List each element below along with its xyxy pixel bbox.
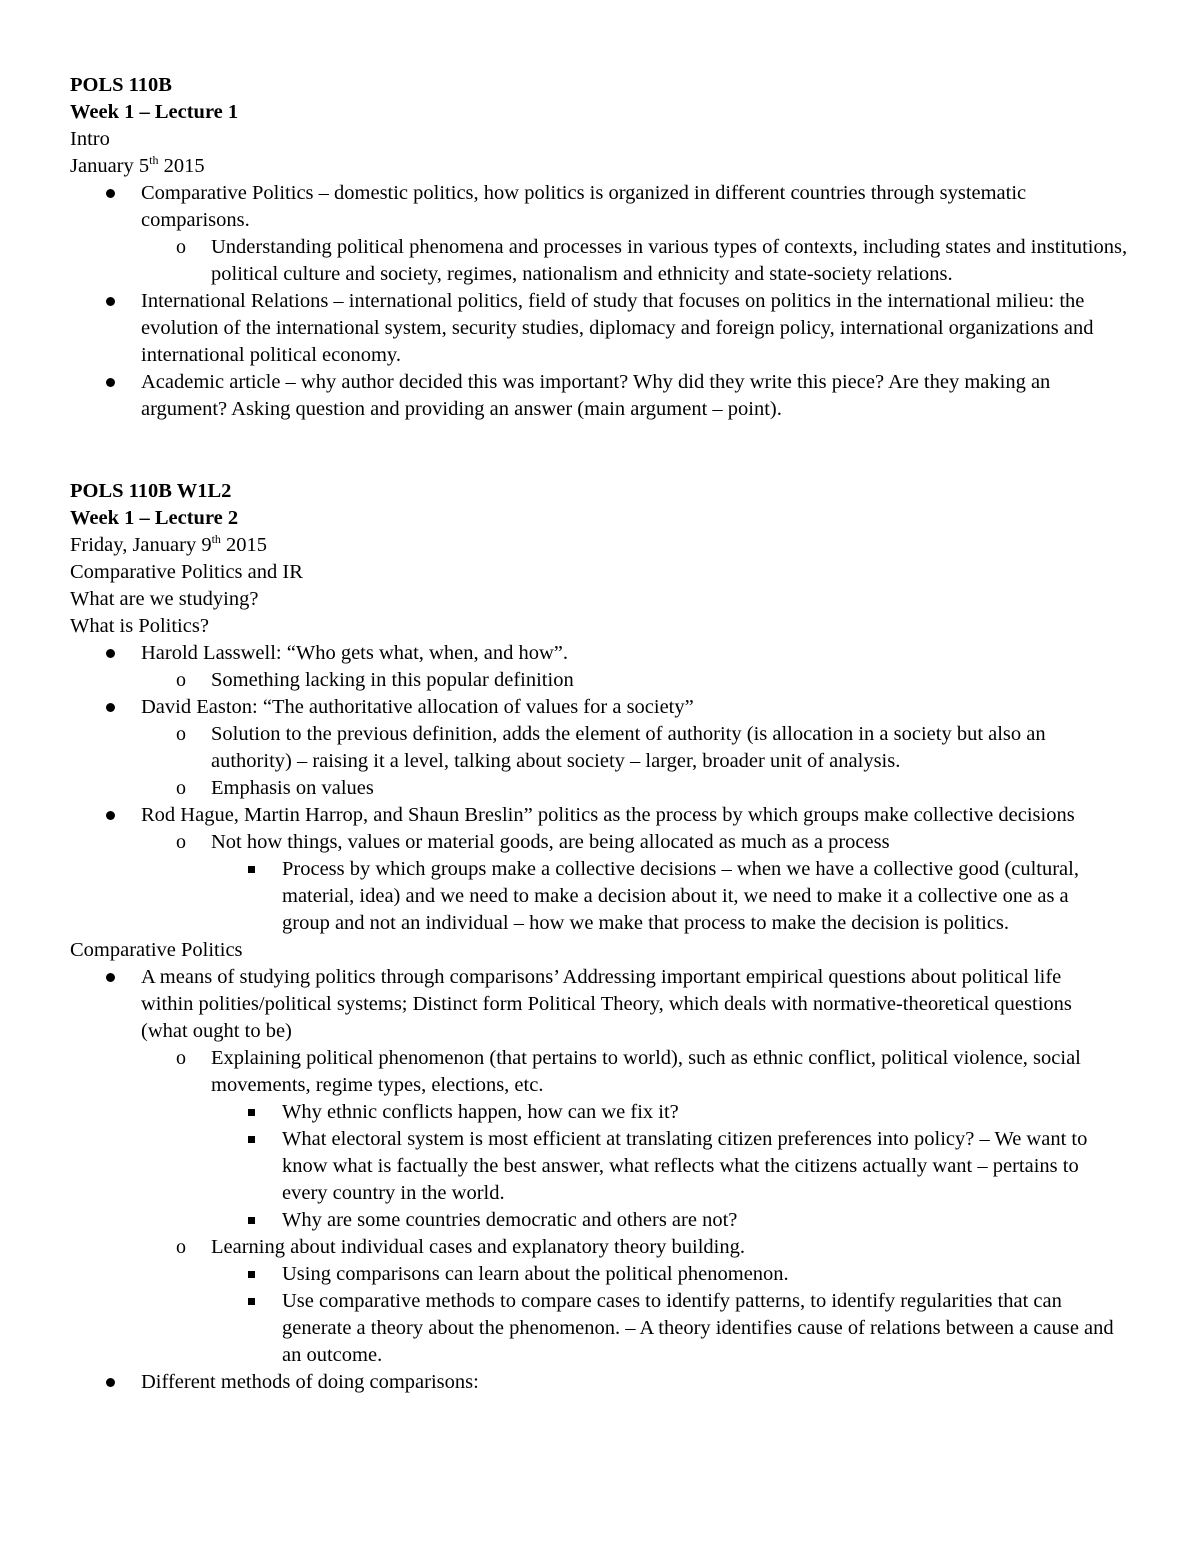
list-item: Using comparisons can learn about the political phenomenon. <box>70 1261 1150 1288</box>
list-item: A means of studying politics through comparisons’ Addressing important empirical questions about political life within polities/political systems; Distinct form Political Theory, which deals with normative-theoretical questions (what ought to be) <box>70 964 1150 1045</box>
list-item: Different methods of doing comparisons: <box>70 1369 1150 1396</box>
square-bullet-icon <box>248 1099 255 1116</box>
question-line: What is Politics? <box>70 615 209 637</box>
notes-list <box>70 180 1150 423</box>
bullet-icon <box>106 288 115 306</box>
lecture-2-notes <box>70 478 1150 1396</box>
section-heading: Comparative Politics <box>70 939 243 961</box>
square-bullet-icon <box>248 1126 255 1143</box>
bullet-icon <box>106 802 115 820</box>
date-line: Friday, January 9th 2015 <box>70 532 268 556</box>
bullet-icon <box>106 369 115 387</box>
notes-list <box>70 640 1150 937</box>
question-line: What are we studying? <box>70 588 259 610</box>
list-item: o Learning about individual cases and explanatory theory building. <box>70 1234 1150 1261</box>
notes-list <box>70 964 1150 1396</box>
list-item: o Explaining political phenomenon (that pertains to world), such as ethnic conflict, political violence, social movements, regime types, elections, etc. <box>176 1047 1081 1096</box>
lecture-1-notes <box>70 72 1150 423</box>
course-title: POLS 110B <box>70 74 172 96</box>
date-line: January 5th 2015 <box>70 153 205 177</box>
square-bullet-icon <box>248 1288 255 1305</box>
bullet-icon <box>106 964 115 982</box>
sub-bullet-icon: o <box>176 831 186 853</box>
bullet-icon <box>106 1369 115 1387</box>
lecture-title: Week 1 – Lecture 2 <box>70 507 239 529</box>
list-item: Why are some countries democratic and others are not? <box>70 1207 1150 1234</box>
list-item: o Emphasis on values <box>70 775 1150 802</box>
list-item: Rod Hague, Martin Harrop, and Shaun Breslin” politics as the process by which groups make collective decisions <box>70 802 1150 829</box>
bullet-icon <box>106 640 115 658</box>
list-item: Harold Lasswell: “Who gets what, when, and how”. <box>70 640 1150 667</box>
square-bullet-icon <box>248 1207 255 1224</box>
square-bullet-icon <box>248 856 255 873</box>
list-item: David Easton: “The authoritative allocation of values for a society” <box>70 694 1150 721</box>
sub-bullet-icon: o <box>176 236 186 258</box>
list-item: Use comparative methods to compare cases to identify patterns, to identify regularities that can generate a theory about the phenomenon. – A theory identifies cause of relations between a cause and an outcome. <box>70 1288 1150 1369</box>
sub-bullet-icon: o <box>176 1047 186 1069</box>
list-item: o Understanding political phenomena and processes in various types of contexts, including states and institutions, political culture and society, regimes, nationalism and ethnicity and state-society relations. <box>176 236 1128 285</box>
list-item: o Solution to the previous definition, adds the element of authority (is allocation in a society but also an authority) – raising it a level, talking about society – larger, broader unit of analysis. <box>176 723 1046 772</box>
list-item: Process by which groups make a collective decisions – when we have a collective good (cultural, material, idea) and we need to make a decision about it, we need to make it a collective one as a group and not an individual – how we make that process to make the decision is politics. <box>70 856 1150 937</box>
list-item: o Something lacking in this popular definition <box>70 667 1150 694</box>
sub-bullet-icon: o <box>176 723 186 745</box>
list-item: Academic article – why author decided this was important? Why did they write this piece? Are they making an argument? Asking question and providing an answer (main argument – point). <box>70 369 1150 423</box>
subtitle-line: Comparative Politics and IR <box>70 561 303 583</box>
bullet-icon <box>106 694 115 712</box>
square-bullet-icon <box>248 1261 255 1278</box>
course-title: POLS 110B W1L2 <box>70 480 232 502</box>
list-item: Why ethnic conflicts happen, how can we fix it? <box>70 1099 1150 1126</box>
sub-bullet-icon: o <box>176 669 186 691</box>
lecture-title: Week 1 – Lecture 1 <box>70 101 239 123</box>
list-item: o Not how things, values or material goods, are being allocated as much as a process <box>70 829 1150 856</box>
sub-bullet-icon: o <box>176 1236 186 1258</box>
list-item: What electoral system is most efficient at translating citizen preferences into policy? – We want to know what is factually the best answer, what reflects what the citizens actually want – pertains to every country in the world. <box>70 1126 1150 1207</box>
list-item: Comparative Politics – domestic politics, how politics is organized in different countries through systematic comparisons. <box>70 180 1150 234</box>
topic-line: Intro <box>70 128 110 150</box>
bullet-icon <box>106 180 115 198</box>
sub-bullet-icon: o <box>176 777 186 799</box>
list-item: International Relations – international politics, field of study that focuses on politics in the international milieu: the evolution of the international system, security studies, diplomacy and foreign policy, international organizations and international political economy. <box>70 288 1150 369</box>
